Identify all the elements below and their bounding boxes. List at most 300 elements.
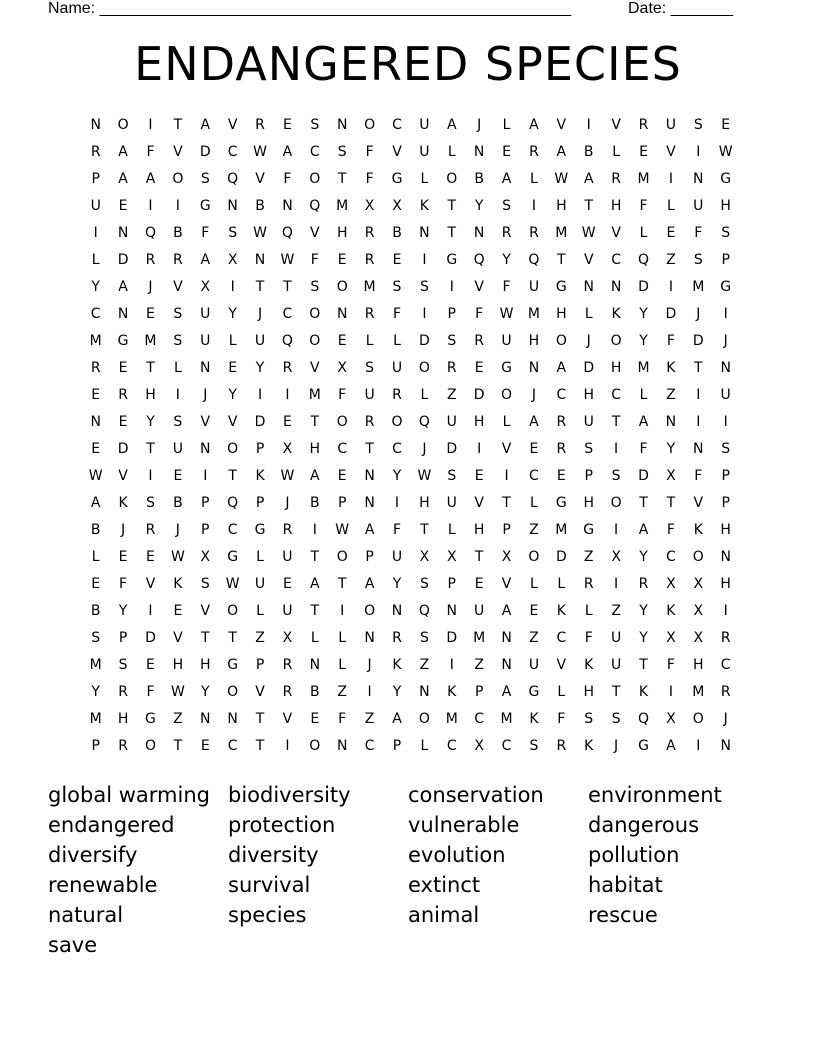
grid-letter[interactable]: Y xyxy=(392,467,402,484)
grid-letter[interactable]: D xyxy=(583,359,595,376)
grid-letter[interactable]: T xyxy=(611,413,621,430)
grid-letter[interactable]: C xyxy=(474,710,485,727)
grid-letter[interactable]: U xyxy=(419,143,430,160)
grid-letter[interactable]: X xyxy=(419,548,430,565)
grid-letter[interactable]: O xyxy=(610,332,622,349)
grid-letter[interactable]: N xyxy=(200,359,211,376)
grid-letter[interactable]: I xyxy=(148,602,153,619)
grid-letter[interactable]: B xyxy=(310,683,320,700)
grid-letter[interactable]: N xyxy=(254,251,266,268)
grid-letter[interactable]: N xyxy=(364,629,375,646)
grid-letter[interactable]: E xyxy=(173,602,183,619)
grid-letter[interactable]: O xyxy=(364,602,376,619)
grid-letter[interactable]: T xyxy=(146,440,155,457)
grid-letter[interactable]: P xyxy=(255,494,265,511)
grid-letter[interactable]: A xyxy=(501,170,512,187)
grid-letter[interactable]: A xyxy=(638,521,649,538)
grid-letter[interactable]: B xyxy=(90,602,101,619)
name-field[interactable]: Name: _____________________________________________________ xyxy=(48,0,572,17)
grid-letter[interactable]: N xyxy=(610,278,622,295)
grid-letter[interactable]: I xyxy=(93,224,98,241)
grid-letter[interactable]: O xyxy=(309,305,321,322)
grid-letter[interactable]: C xyxy=(90,305,101,322)
grid-letter[interactable]: H xyxy=(583,494,594,511)
grid-letter[interactable]: K xyxy=(447,683,457,700)
grid-letter[interactable]: L xyxy=(338,656,347,673)
grid-letter[interactable]: S xyxy=(447,467,457,484)
grid-letter[interactable]: L xyxy=(420,170,429,187)
grid-letter[interactable]: F xyxy=(338,710,347,727)
grid-letter[interactable]: F xyxy=(119,575,128,592)
grid-letter[interactable]: Q xyxy=(473,251,485,268)
grid-letter[interactable]: I xyxy=(614,575,619,592)
grid-letter[interactable]: N xyxy=(391,602,403,619)
grid-letter[interactable]: U xyxy=(583,413,594,430)
grid-letter[interactable]: L xyxy=(530,170,538,187)
grid-letter[interactable]: R xyxy=(282,683,293,700)
grid-letter[interactable]: D xyxy=(446,440,458,457)
grid-letter[interactable]: H xyxy=(610,197,622,214)
grid-letter[interactable]: D xyxy=(117,440,129,457)
grid-letter[interactable]: Z xyxy=(611,602,621,619)
grid-letter[interactable]: C xyxy=(611,251,621,268)
grid-letter[interactable]: M xyxy=(527,305,540,322)
grid-letter[interactable]: G xyxy=(227,548,239,565)
grid-letter[interactable]: I xyxy=(723,413,728,430)
grid-letter[interactable]: Q xyxy=(418,602,430,619)
grid-letter[interactable]: L xyxy=(256,548,264,565)
grid-letter[interactable]: N xyxy=(501,629,512,646)
grid-letter[interactable]: P xyxy=(118,629,128,646)
grid-letter[interactable]: V xyxy=(145,575,156,592)
grid-letter[interactable]: T xyxy=(255,278,265,295)
grid-letter[interactable]: L xyxy=(557,683,566,700)
grid-letter[interactable]: S xyxy=(447,332,457,349)
grid-letter[interactable]: N xyxy=(336,737,348,754)
grid-letter[interactable]: R xyxy=(90,359,101,376)
grid-letter[interactable]: R xyxy=(638,116,649,133)
grid-letter[interactable]: N xyxy=(200,710,211,727)
grid-letter[interactable]: R xyxy=(118,683,128,700)
grid-letter[interactable]: L xyxy=(584,305,593,322)
grid-letter[interactable]: M xyxy=(692,278,705,295)
grid-letter[interactable]: K xyxy=(666,359,676,376)
grid-letter[interactable]: S xyxy=(611,710,621,727)
grid-letter[interactable]: C xyxy=(364,737,375,754)
grid-letter[interactable]: E xyxy=(146,305,155,322)
grid-letter[interactable]: W xyxy=(280,251,295,268)
grid-letter[interactable]: S xyxy=(502,197,511,214)
grid-letter[interactable]: S xyxy=(173,332,183,349)
grid-letter[interactable]: R xyxy=(556,413,567,430)
grid-letter[interactable]: A xyxy=(556,359,567,376)
grid-letter[interactable]: S xyxy=(419,629,429,646)
grid-letter[interactable]: P xyxy=(721,251,730,268)
grid-letter[interactable]: I xyxy=(586,116,591,133)
grid-letter[interactable]: I xyxy=(148,467,153,484)
grid-letter[interactable]: T xyxy=(228,629,237,646)
grid-letter[interactable]: P xyxy=(502,521,511,538)
grid-letter[interactable]: A xyxy=(583,170,594,187)
grid-letter[interactable]: A xyxy=(501,602,512,619)
grid-letter[interactable]: E xyxy=(721,116,731,133)
grid-letter[interactable]: O xyxy=(364,116,376,133)
grid-letter[interactable]: N xyxy=(473,143,485,160)
grid-letter[interactable]: Z xyxy=(474,656,484,673)
grid-letter[interactable]: I xyxy=(367,683,372,700)
grid-letter[interactable]: N xyxy=(720,359,731,376)
grid-letter[interactable]: O xyxy=(336,548,348,565)
grid-letter[interactable]: Z xyxy=(666,251,676,268)
grid-letter[interactable]: A xyxy=(200,116,211,133)
grid-letter[interactable]: G xyxy=(638,737,649,754)
grid-letter[interactable]: B xyxy=(310,494,320,511)
grid-letter[interactable]: L xyxy=(256,602,264,619)
grid-letter[interactable]: R xyxy=(529,224,539,241)
grid-letter[interactable]: S xyxy=(91,629,101,646)
grid-letter[interactable]: A xyxy=(310,467,320,484)
grid-letter[interactable]: O xyxy=(227,683,239,700)
grid-letter[interactable]: H xyxy=(473,413,485,430)
grid-letter[interactable]: F xyxy=(392,305,402,322)
grid-letter[interactable]: F xyxy=(557,710,566,727)
grid-letter[interactable]: G xyxy=(391,170,403,187)
grid-letter[interactable]: X xyxy=(392,197,402,214)
grid-letter[interactable]: Q xyxy=(281,332,293,349)
grid-letter[interactable]: U xyxy=(200,332,211,349)
grid-letter[interactable]: N xyxy=(227,710,238,727)
grid-letter[interactable]: S xyxy=(173,305,183,322)
grid-letter[interactable]: S xyxy=(529,737,539,754)
grid-letter[interactable]: S xyxy=(721,224,731,241)
grid-letter[interactable]: Q xyxy=(227,494,239,511)
grid-letter[interactable]: D xyxy=(473,386,485,403)
grid-letter[interactable]: J xyxy=(723,332,728,349)
grid-letter[interactable]: R xyxy=(638,575,649,592)
grid-letter[interactable]: Y xyxy=(474,197,484,214)
grid-letter[interactable]: F xyxy=(365,143,374,160)
grid-letter[interactable]: F xyxy=(694,467,703,484)
grid-letter[interactable]: L xyxy=(639,386,648,403)
grid-letter[interactable]: I xyxy=(668,278,673,295)
grid-letter[interactable]: P xyxy=(447,305,456,322)
grid-letter[interactable]: I xyxy=(449,656,454,673)
grid-letter[interactable]: V xyxy=(666,143,676,160)
grid-letter[interactable]: P xyxy=(201,494,210,511)
grid-letter[interactable]: I xyxy=(531,197,537,214)
grid-letter[interactable]: H xyxy=(473,521,485,538)
grid-letter[interactable]: R xyxy=(364,224,375,241)
grid-letter[interactable]: S xyxy=(228,224,238,241)
grid-letter[interactable]: J xyxy=(121,521,126,538)
grid-letter[interactable]: N xyxy=(473,224,485,241)
grid-letter[interactable]: O xyxy=(309,170,321,187)
grid-letter[interactable]: V xyxy=(118,467,128,484)
grid-letter[interactable]: G xyxy=(583,521,595,538)
grid-letter[interactable]: L xyxy=(393,332,401,349)
grid-letter[interactable]: Y xyxy=(228,386,237,403)
grid-letter[interactable]: J xyxy=(203,386,208,403)
grid-letter[interactable]: S xyxy=(721,440,731,457)
grid-letter[interactable]: T xyxy=(365,440,374,457)
grid-letter[interactable]: C xyxy=(227,737,238,754)
grid-letter[interactable]: Z xyxy=(666,386,676,403)
grid-letter[interactable]: Q xyxy=(144,224,156,241)
grid-letter[interactable]: U xyxy=(528,278,540,295)
grid-letter[interactable]: A xyxy=(145,170,156,187)
grid-letter[interactable]: N xyxy=(446,602,458,619)
grid-letter[interactable]: U xyxy=(720,386,731,403)
grid-letter[interactable]: Y xyxy=(639,332,648,349)
grid-letter[interactable]: H xyxy=(583,683,594,700)
grid-letter[interactable]: Y xyxy=(146,413,155,430)
grid-letter[interactable]: J xyxy=(696,305,701,322)
grid-letter[interactable]: W xyxy=(253,143,267,160)
grid-letter[interactable]: C xyxy=(666,548,676,565)
grid-letter[interactable]: W xyxy=(335,521,350,538)
grid-letter[interactable]: A xyxy=(529,116,539,133)
grid-letter[interactable]: X xyxy=(337,359,347,376)
grid-letter[interactable]: R xyxy=(720,683,731,700)
grid-letter[interactable]: I xyxy=(504,467,509,484)
grid-letter[interactable]: N xyxy=(364,494,375,511)
grid-letter[interactable]: F xyxy=(666,656,675,673)
grid-letter[interactable]: R xyxy=(145,521,156,538)
grid-letter[interactable]: I xyxy=(230,278,235,295)
grid-letter[interactable]: U xyxy=(474,602,485,619)
grid-letter[interactable]: L xyxy=(228,332,237,349)
grid-letter[interactable]: O xyxy=(172,170,184,187)
grid-letter[interactable]: U xyxy=(665,116,677,133)
grid-letter[interactable]: F xyxy=(475,305,484,322)
grid-letter[interactable]: V xyxy=(310,224,320,241)
grid-letter[interactable]: E xyxy=(529,602,539,619)
grid-letter[interactable]: E xyxy=(91,440,101,457)
grid-letter[interactable]: C xyxy=(529,467,539,484)
grid-letter[interactable]: P xyxy=(91,737,100,754)
grid-letter[interactable]: A xyxy=(118,278,128,295)
grid-letter[interactable]: A xyxy=(118,143,128,160)
grid-letter[interactable]: J xyxy=(614,737,619,754)
grid-letter[interactable]: L xyxy=(447,521,456,538)
grid-letter[interactable]: I xyxy=(614,440,619,457)
grid-letter[interactable]: C xyxy=(392,440,402,457)
grid-letter[interactable]: M xyxy=(363,278,376,295)
grid-letter[interactable]: L xyxy=(91,251,100,268)
grid-letter[interactable]: R xyxy=(364,413,375,430)
grid-letter[interactable]: H xyxy=(610,359,622,376)
grid-letter[interactable]: U xyxy=(446,413,457,430)
grid-letter[interactable]: S xyxy=(392,278,402,295)
grid-letter[interactable]: U xyxy=(391,359,403,376)
grid-letter[interactable]: T xyxy=(310,548,320,565)
grid-letter[interactable]: N xyxy=(419,683,430,700)
grid-letter[interactable]: L xyxy=(310,629,319,646)
grid-letter[interactable]: E xyxy=(146,548,155,565)
grid-letter[interactable]: E xyxy=(146,656,155,673)
grid-letter[interactable]: L xyxy=(420,386,429,403)
grid-letter[interactable]: H xyxy=(720,197,731,214)
grid-letter[interactable]: T xyxy=(666,494,676,511)
grid-letter[interactable]: V xyxy=(173,278,183,295)
grid-letter[interactable]: T xyxy=(474,548,484,565)
grid-letter[interactable]: O xyxy=(692,548,704,565)
grid-letter[interactable]: N xyxy=(720,548,731,565)
grid-letter[interactable]: T xyxy=(310,602,320,619)
grid-letter[interactable]: W xyxy=(417,467,432,484)
grid-letter[interactable]: Y xyxy=(392,683,402,700)
grid-letter[interactable]: V xyxy=(474,278,484,295)
grid-letter[interactable]: L xyxy=(639,224,648,241)
grid-letter[interactable]: R xyxy=(611,170,621,187)
grid-letter[interactable]: C xyxy=(392,116,402,133)
grid-letter[interactable]: K xyxy=(118,494,128,511)
grid-letter[interactable]: N xyxy=(336,305,348,322)
grid-letter[interactable]: Z xyxy=(446,386,457,403)
grid-letter[interactable]: C xyxy=(501,737,512,754)
grid-letter[interactable]: M xyxy=(692,683,705,700)
grid-letter[interactable]: X xyxy=(227,251,238,268)
grid-letter[interactable]: I xyxy=(668,683,673,700)
grid-letter[interactable]: T xyxy=(337,575,347,592)
grid-letter[interactable]: O xyxy=(391,413,403,430)
grid-letter[interactable]: V xyxy=(173,629,183,646)
grid-letter[interactable]: F xyxy=(666,332,675,349)
grid-letter[interactable]: X xyxy=(446,548,457,565)
grid-letter[interactable]: L xyxy=(530,494,538,511)
grid-letter[interactable]: R xyxy=(364,305,375,322)
grid-letter[interactable]: V xyxy=(392,143,402,160)
grid-letter[interactable]: T xyxy=(611,683,621,700)
grid-letter[interactable]: R xyxy=(145,251,156,268)
grid-letter[interactable]: I xyxy=(285,737,290,754)
grid-letter[interactable]: N xyxy=(720,737,731,754)
grid-letter[interactable]: K xyxy=(638,683,649,700)
grid-letter[interactable]: X xyxy=(200,548,211,565)
grid-letter[interactable]: U xyxy=(610,656,622,673)
grid-letter[interactable]: D xyxy=(145,629,156,646)
grid-letter[interactable]: E xyxy=(91,575,101,592)
grid-letter[interactable]: H xyxy=(720,575,731,592)
grid-letter[interactable]: I xyxy=(285,386,290,403)
grid-letter[interactable]: N xyxy=(528,359,540,376)
grid-letter[interactable]: N xyxy=(227,197,238,214)
grid-letter[interactable]: N xyxy=(90,116,101,133)
grid-letter[interactable]: N xyxy=(665,413,677,430)
grid-letter[interactable]: E xyxy=(200,737,210,754)
grid-letter[interactable]: F xyxy=(146,143,155,160)
grid-letter[interactable]: R xyxy=(556,440,567,457)
grid-letter[interactable]: A xyxy=(282,143,293,160)
grid-letter[interactable]: R xyxy=(474,332,485,349)
grid-letter[interactable]: Q xyxy=(528,251,540,268)
grid-letter[interactable]: N xyxy=(117,305,129,322)
grid-letter[interactable]: Y xyxy=(639,629,648,646)
grid-letter[interactable]: N xyxy=(583,278,594,295)
grid-letter[interactable]: M xyxy=(555,224,568,241)
grid-letter[interactable]: G xyxy=(145,710,156,727)
grid-letter[interactable]: R xyxy=(282,359,293,376)
grid-letter[interactable]: L xyxy=(365,332,374,349)
grid-letter[interactable]: T xyxy=(584,197,593,214)
grid-letter[interactable]: P xyxy=(392,737,402,754)
grid-letter[interactable]: C xyxy=(720,656,731,673)
grid-letter[interactable]: O xyxy=(692,710,704,727)
grid-letter[interactable]: R xyxy=(720,629,731,646)
grid-letter[interactable]: S xyxy=(365,359,375,376)
grid-letter[interactable]: J xyxy=(477,116,482,133)
grid-letter[interactable]: C xyxy=(227,521,238,538)
grid-letter[interactable]: R xyxy=(446,359,457,376)
grid-letter[interactable]: Z xyxy=(173,710,183,727)
grid-letter[interactable]: E xyxy=(556,467,566,484)
grid-letter[interactable]: L xyxy=(173,359,182,376)
grid-letter[interactable]: D xyxy=(117,251,129,268)
grid-letter[interactable]: F xyxy=(694,224,703,241)
grid-letter[interactable]: O xyxy=(610,494,622,511)
grid-letter[interactable]: D xyxy=(254,413,266,430)
grid-letter[interactable]: U xyxy=(172,440,183,457)
grid-letter[interactable]: N xyxy=(282,197,293,214)
grid-letter[interactable]: K xyxy=(556,602,566,619)
grid-letter[interactable]: T xyxy=(639,494,648,511)
grid-letter[interactable]: S xyxy=(611,467,621,484)
grid-letter[interactable]: U xyxy=(364,386,375,403)
grid-letter[interactable]: V xyxy=(282,710,293,727)
grid-letter[interactable]: X xyxy=(282,629,293,646)
grid-letter[interactable]: R xyxy=(501,224,512,241)
grid-letter[interactable]: E xyxy=(666,224,676,241)
grid-letter[interactable]: R xyxy=(282,656,293,673)
grid-letter[interactable]: R xyxy=(118,386,128,403)
grid-letter[interactable]: B xyxy=(474,170,484,187)
grid-letter[interactable]: E xyxy=(118,548,128,565)
grid-letter[interactable]: T xyxy=(420,521,429,538)
grid-letter[interactable]: H xyxy=(583,386,594,403)
grid-letter[interactable]: V xyxy=(583,251,594,268)
grid-letter[interactable]: P xyxy=(474,683,484,700)
grid-letter[interactable]: D xyxy=(446,629,458,646)
grid-letter[interactable]: L xyxy=(91,548,100,565)
grid-letter[interactable]: U xyxy=(391,548,403,565)
grid-letter[interactable]: T xyxy=(694,359,703,376)
grid-letter[interactable]: G xyxy=(117,332,129,349)
grid-letter[interactable]: E xyxy=(337,251,347,268)
grid-letter[interactable]: O xyxy=(117,116,129,133)
grid-letter[interactable]: Z xyxy=(364,710,375,727)
grid-letter[interactable]: U xyxy=(282,548,293,565)
grid-letter[interactable]: O xyxy=(309,332,321,349)
grid-letter[interactable]: B xyxy=(173,494,183,511)
grid-letter[interactable]: J xyxy=(422,440,427,457)
grid-letter[interactable]: A xyxy=(364,521,375,538)
grid-letter[interactable]: Y xyxy=(118,602,128,619)
grid-letter[interactable]: D xyxy=(692,332,704,349)
grid-letter[interactable]: A xyxy=(392,710,402,727)
grid-letter[interactable]: E xyxy=(91,386,101,403)
grid-letter[interactable]: E xyxy=(474,359,484,376)
grid-letter[interactable]: W xyxy=(88,467,103,484)
grid-letter[interactable]: A xyxy=(364,575,375,592)
grid-letter[interactable]: I xyxy=(723,602,728,619)
grid-letter[interactable]: I xyxy=(175,386,180,403)
grid-letter[interactable]: O xyxy=(528,548,540,565)
grid-letter[interactable]: X xyxy=(474,737,484,754)
grid-letter[interactable]: E xyxy=(118,197,128,214)
grid-letter[interactable]: U xyxy=(693,197,704,214)
grid-letter[interactable]: L xyxy=(530,575,538,592)
grid-letter[interactable]: J xyxy=(531,386,537,403)
